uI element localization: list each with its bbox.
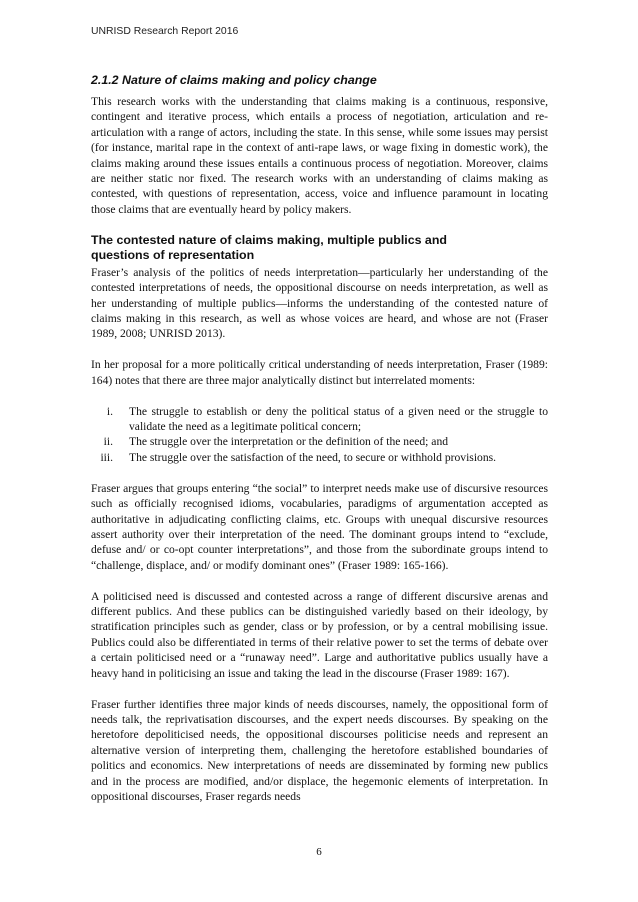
body-paragraph: A politicised need is discussed and contested across a range of different discursive arenas and different publics. And these publics can be distinguished variedly based on their ideology, by stratification principles such as gender, class or by profession, or by a central mobilising issue. Publics could also be differentiated in terms of their relative power to set the terms of debate over a certain politicised need or a “runaway need”. Large and authoritative publics usually have a heavy hand in politicising an issue and taking the lead in the discourse (Fraser 1989: 167). [91,589,548,680]
body-paragraph: Fraser’s analysis of the politics of needs interpretation—particularly her understanding of the contested interpretations of needs, the oppositional discourse on needs interpretation, as well as her understanding of multiple publics—informs the understanding of the contested nature of claims making in this research, as well as whose voices are heard, and whose are not (Fraser 1989, 2008; UNRISD 2013). [91,265,548,341]
list-text: The struggle to establish or deny the political status of a given need or the struggle to validate the need as a legitimate political concern; [129,404,548,433]
subsection-heading: The contested nature of claims making, multiple publics and questions of representation [91,232,447,263]
list-number: ii. [103,435,113,449]
list-text: The struggle over the satisfaction of the need, to secure or withhold provisions. [129,450,497,464]
list-item [91,450,548,465]
list-item [91,434,548,449]
body-paragraph: Fraser further identifies three major kinds of needs discourses, namely, the oppositional form of needs talk, the reprivatisation discourses, and the expert needs discourses. By speaking on the heretofore depoliticised needs, the oppositional discourses politicise needs and represent an alternative version of interpreting them, challenging the heretofore established boundaries of politics and economics. New interpretations of needs are disseminated by forming new publics and in the process are modified, and/or displace, the hegemonic elements of interpretation. In oppositional discourses, Fraser regards needs [91,697,548,804]
list-text: The struggle over the interpretation or the definition of the need; and [129,435,449,449]
list-number: iii. [100,450,113,464]
section-paragraph: This research works with the understanding that claims making is a continuous, responsive, contingent and iterative process, which entails a process of negotiation, articulation and re-articulation with a range of actors, including the state. In this sense, while some issues may persist (for instance, marital rape in the context of anti-rape laws, or wage fixing in domestic work), the claims making around these issues entails a continuous process of negotiation. Moreover, claims are neither static nor fixed. The research works with an understanding of claims making as contested, with questions of representation, access, voice and influence paramount in locating those claims that are eventually heard by policy makers. [91,95,548,216]
moments-list [91,404,548,466]
list-item [91,404,548,435]
running-header: UNRISD Research Report 2016 [91,26,239,37]
body-content [91,72,548,804]
list-number: i. [106,404,113,418]
body-paragraph: In her proposal for a more politically critical understanding of needs interpretation, Fraser (1989: 164) notes that there are three major analytically distinct but interrelated moments: [91,358,548,387]
section-heading: 2.1.2 Nature of claims making and policy change [91,73,377,87]
page-number: 6 [316,846,322,858]
body-paragraph: Fraser argues that groups entering “the social” to interpret needs make use of discursive resources such as officially recognised idioms, vocabularies, paradigms of argumentation accepted as authoritative in adjudicating conflicting claims, etc. Groups with unequal discursive resources assert authority over their interpretation of the need. The dominant groups intend to “exclude, defuse and/ or co-opt counter interpretations”, and those from the subordinate groups intend to “challenge, displace, and/ or modify dominant ones” (Fraser 1989: 165-166). [91,481,548,572]
